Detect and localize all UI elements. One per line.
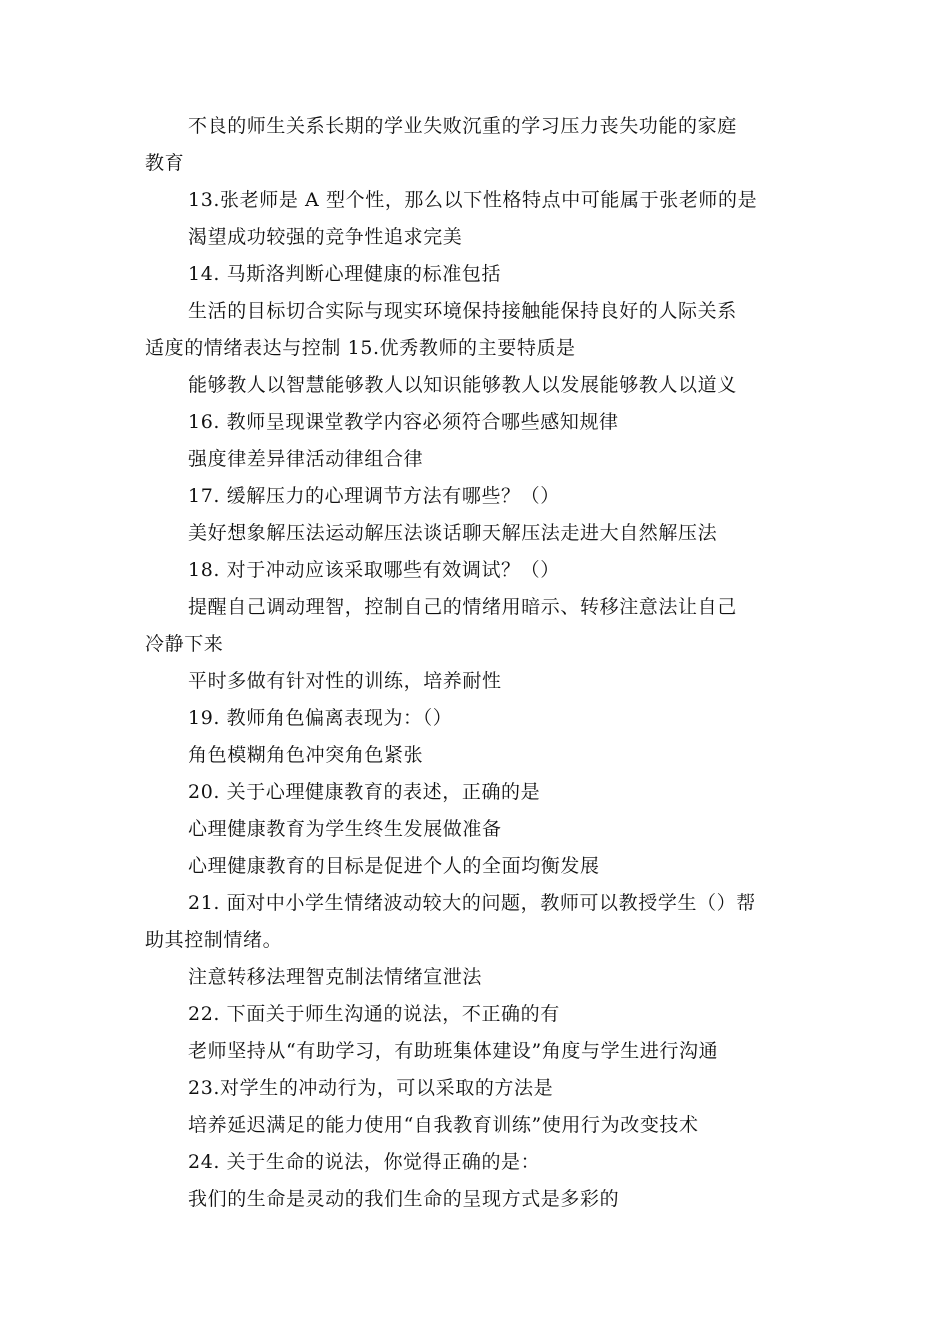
text-line: 21. 面对中小学生情绪波动较大的问题，教师可以教授学生（）帮 bbox=[188, 892, 756, 914]
text-line: 角色模糊角色冲突角色紧张 bbox=[188, 744, 424, 766]
text-line: 生活的目标切合实际与现实环境保持接触能保持良好的人际关系 bbox=[188, 300, 737, 322]
text-line: 强度律差异律活动律组合律 bbox=[188, 448, 424, 470]
text-line: 我们的生命是灵动的我们生命的呈现方式是多彩的 bbox=[188, 1188, 620, 1210]
text-line: 18. 对于冲动应该采取哪些有效调试？（） bbox=[188, 559, 560, 581]
text-line: 提醒自己调动理智，控制自己的情绪用暗示、转移注意法让自己 bbox=[188, 596, 737, 618]
text-line: 17. 缓解压力的心理调节方法有哪些？（） bbox=[188, 485, 560, 507]
text-line: 适度的情绪表达与控制 15.优秀教师的主要特质是 bbox=[145, 337, 576, 359]
text-line: 14. 马斯洛判断心理健康的标准包括 bbox=[188, 263, 502, 285]
text-line: 23.对学生的冲动行为，可以采取的方法是 bbox=[188, 1077, 554, 1099]
text-line: 美好想象解压法运动解压法谈话聊天解压法走进大自然解压法 bbox=[188, 522, 718, 544]
text-line: 13.张老师是 A 型个性，那么以下性格特点中可能属于张老师的是 bbox=[188, 189, 758, 211]
text-line: 助其控制情绪。 bbox=[145, 929, 283, 951]
text-line: 19. 教师角色偏离表现为：（） bbox=[188, 707, 453, 729]
text-line: 心理健康教育的目标是促进个人的全面均衡发展 bbox=[188, 855, 600, 877]
text-line: 不良的师生关系长期的学业失败沉重的学习压力丧失功能的家庭 bbox=[188, 115, 737, 137]
text-line: 24. 关于生命的说法，你觉得正确的是： bbox=[188, 1151, 541, 1173]
text-line: 渴望成功较强的竞争性追求完美 bbox=[188, 226, 463, 248]
text-line: 老师坚持从“有助学习，有助班集体建设”角度与学生进行沟通 bbox=[188, 1040, 719, 1062]
text-line: 22. 下面关于师生沟通的说法，不正确的有 bbox=[188, 1003, 560, 1025]
text-line: 平时多做有针对性的训练，培养耐性 bbox=[188, 670, 502, 692]
text-line: 20. 关于心理健康教育的表述，正确的是 bbox=[188, 781, 541, 803]
text-line: 教育 bbox=[145, 152, 185, 174]
text-line: 注意转移法理智克制法情绪宣泄法 bbox=[188, 966, 483, 988]
text-line: 心理健康教育为学生终生发展做准备 bbox=[188, 818, 502, 840]
text-line: 能够教人以智慧能够教人以知识能够教人以发展能够教人以道义 bbox=[188, 374, 737, 396]
text-line: 冷静下来 bbox=[145, 633, 224, 655]
text-line: 16. 教师呈现课堂教学内容必须符合哪些感知规律 bbox=[188, 411, 619, 433]
text-line: 培养延迟满足的能力使用“自我教育训练”使用行为改变技术 bbox=[188, 1114, 699, 1136]
